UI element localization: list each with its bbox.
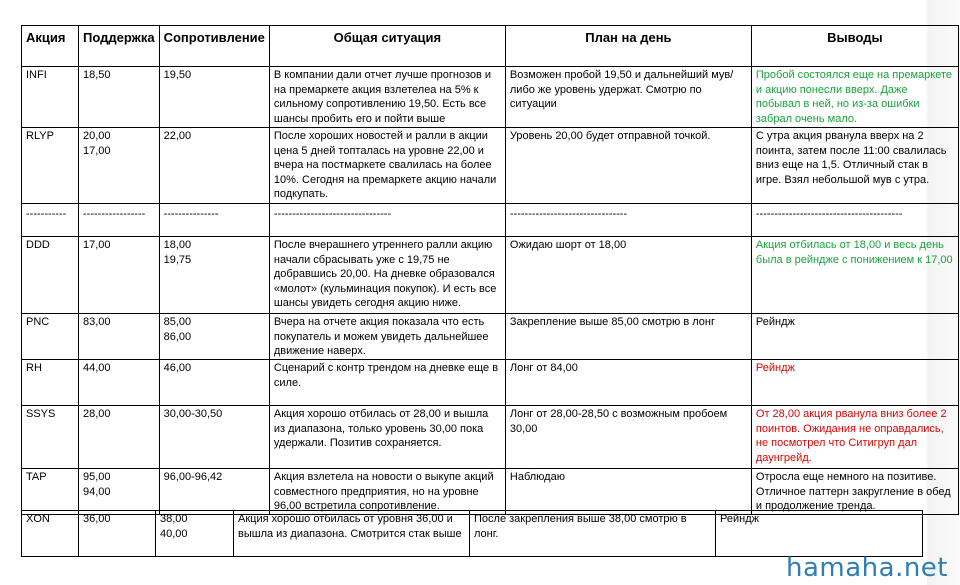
support-cell-value: 44,00	[83, 362, 111, 374]
support-cell-value: 17,00	[83, 239, 111, 251]
support-cell	[79, 237, 160, 314]
support-cell-value: 36,00	[83, 513, 111, 525]
ticker-cell: INFI	[22, 67, 79, 128]
support-cell-value: 83,00	[83, 316, 111, 328]
support-cell	[79, 406, 160, 469]
ticker-cell: DDD	[22, 237, 79, 314]
conclusion-cell: Отросла еще немного на позитиве. Отличное паттерн закругление в обед и продолжение тренда.	[751, 469, 958, 515]
ticker-cell: XON	[22, 511, 79, 557]
support-cell-value: 18,50	[83, 69, 111, 81]
plan-cell: Лонг от 84,00	[505, 360, 751, 406]
table-row	[22, 314, 959, 360]
table-row	[22, 204, 959, 237]
conclusion-cell: Рейндж	[751, 360, 958, 406]
resistance-cell-value: 19,50	[163, 69, 192, 81]
support-cell	[79, 128, 160, 204]
table-row	[22, 360, 959, 406]
table-row	[22, 128, 959, 204]
plan-cell: Лонг от 28,00-28,50 с возможным пробоем 30,00	[505, 406, 751, 469]
conclusion-cell: Рейндж	[751, 314, 958, 360]
resistance-cell	[159, 128, 269, 204]
ticker-cell: SSYS	[22, 406, 79, 469]
header-row	[22, 26, 959, 67]
conclusion-cell: Акция отбилась от 18,00 и весь день была в рейндже с понижением к 17,00	[751, 237, 958, 314]
situation-cell: Акция хорошо отбилась от 28,00 и вышла из диапазона, только уровень 30,00 пока удержали. Позитив сохраняется.	[269, 406, 505, 469]
header-situation: Общая ситуация	[269, 26, 505, 67]
separator-cell: ---------------	[159, 204, 269, 237]
plan-cell: Возможен пробой 19,50 и дальнейший мув/ либо же уровень удержат. Смотрю по ситуации	[505, 67, 751, 128]
situation-cell: В компании дали отчет лучше прогнозов и на премаркете акция взлетелеа на 5% к сильному сопротивлению 19,50. Есть все шансы пробить его и пойти выше	[269, 67, 505, 128]
site-watermark: hamaha.net	[785, 553, 948, 583]
resistance-cell	[156, 511, 234, 557]
table-row	[22, 67, 959, 128]
separator-cell: -----------------	[79, 204, 160, 237]
resistance-cell-value: 85,00	[163, 316, 192, 328]
support-cell-value: 95,00	[83, 471, 111, 483]
plan-cell: Ожидаю шорт от 18,00	[505, 237, 751, 314]
resistance-cell-value: 19,75	[163, 253, 192, 266]
situation-cell: Сценарий с контр трендом на дневке еще в силе.	[269, 360, 505, 406]
support-cell-value: 94,00	[83, 485, 111, 498]
xon-table	[21, 510, 923, 557]
table-row	[22, 237, 959, 314]
support-cell	[79, 469, 160, 515]
plan-cell: Закрепление выше 85,00 смотрю в лонг	[505, 314, 751, 360]
support-cell	[79, 511, 156, 557]
support-cell	[79, 360, 160, 406]
separator-cell: --------------------------------	[269, 204, 505, 237]
header-resistance: Сопротивление	[159, 26, 269, 67]
resistance-cell-value: 40,00	[160, 527, 188, 540]
header-support: Поддержка	[79, 26, 160, 67]
resistance-cell	[159, 469, 269, 515]
conclusion-cell: Рейндж	[716, 511, 923, 557]
table-row	[22, 406, 959, 469]
support-cell	[79, 67, 160, 128]
separator-cell: --------------------------------	[505, 204, 751, 237]
resistance-cell-value: 22,00	[163, 130, 192, 142]
situation-cell: Вчера на отчете акция показала что есть покупатель и можем увидеть дальнейшее движение наверх.	[269, 314, 505, 360]
support-cell-value: 28,00	[83, 408, 111, 420]
resistance-cell-value: 46,00	[163, 362, 192, 374]
situation-cell: После хороших новостей и ралли в акции цена 5 дней топталась на уровне 22,00 и вчера на постмаркете свалилась на более 10%. Сегодня на премаркете акцию начали подкупать.	[269, 128, 505, 204]
conclusion-cell: Пробой состоялся еще на премаркете и акцию понесли вверх. Даже побывал в ней, но из-за ошибки забрал очень мало.	[751, 67, 958, 128]
trading-journal-table	[21, 25, 959, 515]
header-conclusion: Выводы	[751, 26, 958, 67]
situation-cell: Акция хорошо отбилась от уровня 36,00 и вышла из диапазона. Смотрится стак выше	[234, 511, 470, 557]
header-plan: План на день	[505, 26, 751, 67]
conclusion-cell: От 28,00 акция рванула вниз более 2 поинтов. Ожидания не оправдались, не посмотрел что Ситигруп дал даунгрейд.	[751, 406, 958, 469]
support-cell-value: 17,00	[83, 144, 111, 157]
header-ticker: Акция	[22, 26, 79, 67]
separator-cell: -----------	[22, 204, 79, 237]
resistance-cell	[159, 314, 269, 360]
separator-cell: ----------------------------------------	[751, 204, 958, 237]
table-row	[22, 469, 959, 515]
situation-cell: После вчерашнего утреннего ралли акцию начали сбрасывать уже с 19,75 не добравшись 20,00. На дневке образовался «молот» (кульминация покупок). И есть все шансы увидеть сегодня акцию ниже.	[269, 237, 505, 314]
plan-cell: Уровень 20,00 будет отправной точкой.	[505, 128, 751, 204]
ticker-cell: RLYP	[22, 128, 79, 204]
ticker-cell: TAP	[22, 469, 79, 515]
ticker-cell: PNC	[22, 314, 79, 360]
resistance-cell	[159, 237, 269, 314]
plan-cell: Наблюдаю	[505, 469, 751, 515]
resistance-cell	[159, 67, 269, 128]
resistance-cell	[159, 360, 269, 406]
resistance-cell-value: 38,00	[160, 513, 188, 525]
resistance-cell-value: 30,00-30,50	[163, 408, 223, 420]
plan-cell: После закрепления выше 38,00 смотрю в лонг.	[470, 511, 716, 557]
support-cell	[79, 314, 160, 360]
resistance-cell	[159, 406, 269, 469]
resistance-cell-value: 86,00	[163, 330, 192, 343]
resistance-cell-value: 18,00	[163, 239, 192, 251]
conclusion-cell: С утра акция рванула вверх на 2 поинта, затем после 11:00 свалилась вниз еще на 1,5. Отличный стак в игре. Взял небольшой мув с утра.	[751, 128, 958, 204]
resistance-cell-value: 96,00-96,42	[163, 471, 223, 483]
table-row	[22, 511, 923, 557]
situation-cell: Акция взлетела на новости о выкупе акций совместного предприятия, но на уровне 96,00 встретила сопротивление.	[269, 469, 505, 515]
support-cell-value: 20,00	[83, 130, 111, 142]
ticker-cell: RH	[22, 360, 79, 406]
